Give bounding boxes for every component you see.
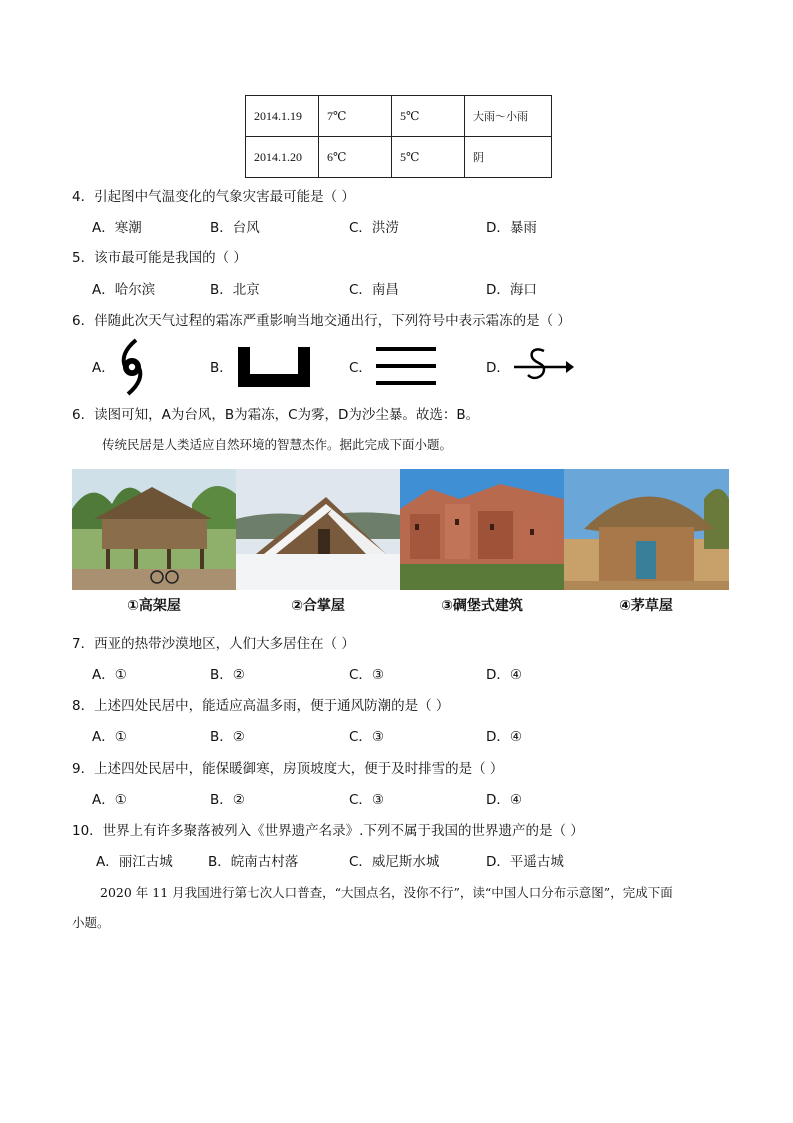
q4-option-b[interactable]: B．台风 (210, 220, 260, 236)
census-intro-line-2: 小题。 (72, 915, 110, 930)
kasbah-photo (400, 469, 564, 590)
table-cell: 5℃ (392, 137, 465, 178)
q10-option-d[interactable]: D．平遥古城 (486, 854, 564, 870)
frost-symbol-icon (238, 347, 310, 387)
table-row (246, 96, 552, 137)
stilt-house-photo (72, 469, 236, 590)
q7-option-c[interactable]: C．③ (349, 667, 385, 683)
q9-option-c[interactable]: C．③ (349, 792, 385, 808)
question-4-stem: 4．引起图中气温变化的气象灾害最可能是（ ） (72, 189, 355, 205)
photo-caption-1: ①高架屋 (127, 598, 181, 614)
q9-option-a[interactable]: A．① (92, 792, 127, 808)
q6-option-b[interactable]: B． (210, 360, 233, 376)
weather-table (245, 95, 552, 178)
thatched-hut-photo (564, 469, 729, 590)
photo-caption-3: ③碉堡式建筑 (441, 598, 523, 614)
table-cell: 6℃ (319, 137, 392, 178)
typhoon-symbol-icon (118, 338, 146, 396)
q6-option-d[interactable]: D． (486, 360, 510, 376)
q6-option-c[interactable]: C． (349, 360, 372, 376)
table-cell: 5℃ (392, 96, 465, 137)
question-5-stem: 5．该市最可能是我国的（ ） (72, 250, 247, 266)
question-6-stem: 6．伴随此次天气过程的霜冻严重影响当地交通出行，下列符号中表示霜冻的是（ ） (72, 313, 571, 329)
q5-option-d[interactable]: D．海口 (486, 282, 537, 298)
q6-option-a[interactable]: A． (92, 360, 115, 376)
question-8-stem: 8．上述四处民居中，能适应高温多雨，便于通风防潮的是（ ） (72, 698, 450, 714)
q4-option-c[interactable]: C．洪涝 (349, 220, 399, 236)
question-7-stem: 7．西亚的热带沙漠地区，人们大多居住在（ ） (72, 636, 355, 652)
q7-option-d[interactable]: D．④ (486, 667, 522, 683)
dwellings-intro: 传统民居是人类适应自然环境的智慧杰作。据此完成下面小题。 (102, 437, 453, 452)
photo-caption-4: ④茅草屋 (619, 598, 673, 614)
q4-option-a[interactable]: A．寒潮 (92, 220, 142, 236)
question-9-stem: 9．上述四处民居中，能保暖御寒，房顶坡度大，便于及时排雪的是（ ） (72, 761, 504, 777)
q8-option-a[interactable]: A．① (92, 729, 127, 745)
q9-option-b[interactable]: B．② (210, 792, 245, 808)
q4-option-d[interactable]: D．暴雨 (486, 220, 537, 236)
photo-caption-2: ②合掌屋 (291, 598, 345, 614)
q5-option-a[interactable]: A．哈尔滨 (92, 282, 156, 298)
table-cell: 2014.1.20 (246, 137, 319, 178)
sandstorm-symbol-icon (514, 345, 576, 389)
q7-option-b[interactable]: B．② (210, 667, 245, 683)
fog-symbol-icon (376, 345, 436, 387)
q7-option-a[interactable]: A．① (92, 667, 127, 683)
q10-option-c[interactable]: C．威尼斯水城 (349, 854, 440, 870)
table-cell: 2014.1.19 (246, 96, 319, 137)
q5-option-c[interactable]: C．南昌 (349, 282, 399, 298)
table-row (246, 137, 552, 178)
table-cell: 大雨～小雨 (465, 96, 552, 137)
q8-option-c[interactable]: C．③ (349, 729, 385, 745)
q10-option-b[interactable]: B．皖南古村落 (208, 854, 299, 870)
q8-option-b[interactable]: B．② (210, 729, 245, 745)
table-cell: 7℃ (319, 96, 392, 137)
census-intro-line-1: 2020 年 11 月我国进行第七次人口普查，“大国点名，没你不行”，读“中国人口分布示意图”，完成下面 (100, 885, 673, 900)
q10-option-a[interactable]: A．丽江古城 (96, 854, 173, 870)
gassho-house-photo (236, 469, 400, 590)
table-cell: 阴 (465, 137, 552, 178)
q8-option-d[interactable]: D．④ (486, 729, 522, 745)
answer-6-explanation: 6．读图可知，A为台风，B为霜冻，C为雾，D为沙尘暴。故选：B。 (72, 407, 480, 423)
q5-option-b[interactable]: B．北京 (210, 282, 260, 298)
question-10-stem: 10．世界上有许多聚落被列入《世界遗产名录》.下列不属于我国的世界遗产的是（ ） (72, 823, 584, 839)
q9-option-d[interactable]: D．④ (486, 792, 522, 808)
